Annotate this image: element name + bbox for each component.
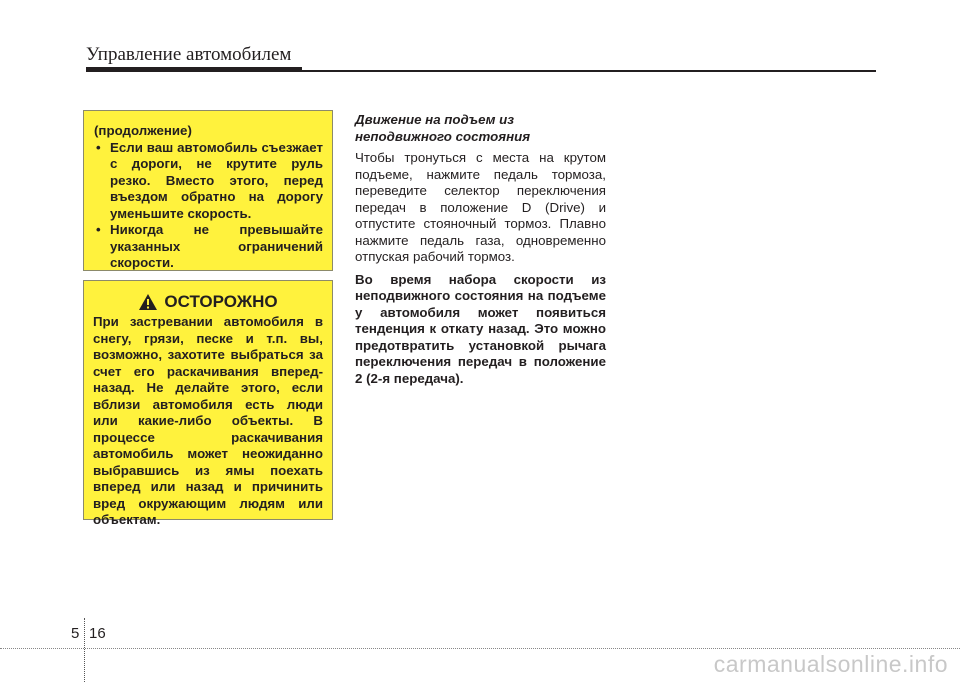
caution-item	[94, 140, 323, 223]
footer-divider-vertical	[84, 618, 85, 682]
continued-label: (продолжение)	[94, 123, 192, 138]
warning-box	[83, 280, 333, 527]
chapter-number: 5	[71, 625, 80, 642]
bullet-icon: •	[96, 139, 101, 155]
header-rule-thick	[86, 67, 302, 72]
paragraph-instructions: Чтобы тронуться с места на крутом подъеме, нажмите педаль тормоза, переведите селектор переключения передач в положение D (Drive) и отпустите стояночный тормоз. Плавно нажмите педаль газа, одновременно отпуская рабочий тормоз.	[355, 150, 606, 264]
caution-box	[83, 110, 333, 271]
warning-title: ОСТОРОЖНО	[164, 292, 278, 311]
subsection-heading: Движение на подъем из неподвижного состояния	[355, 112, 531, 144]
header-rule-thin	[302, 70, 876, 72]
caution-item	[94, 222, 323, 272]
caution-item-text: Никогда не превышайте указанных ограничений скорости.	[110, 222, 323, 270]
bullet-icon: •	[96, 222, 101, 237]
warning-triangle-icon	[138, 293, 158, 311]
warning-text: При застревании автомобиля в снегу, грязи, песке и т.п. вы, возможно, захотите выбраться за счет его раскачивания вперед-назад. Не делайте этого, если вблизи автомобиля есть люди или какие-либо объекты. В процессе раскачивания автомобиль может неожиданно выбравшись из ямы поехать вперед или назад и причинить вред окружающим людям или объектам.	[93, 314, 323, 527]
main-text-column	[355, 112, 606, 387]
section-title: Управление автомобилем	[86, 44, 292, 65]
page-number: 16	[89, 625, 106, 642]
caution-item-text: Если ваш автомобиль съезжает с дороги, не крутите руль резко. Вместо этого, перед въездом обратно на дорогу уменьшите скорость.	[110, 139, 323, 221]
watermark: carmanualsonline.info	[713, 651, 948, 677]
warning-header	[93, 292, 323, 312]
paragraph-note: Во время набора скорости из неподвижного состояния на подъеме у автомобиля может появиться тенденция к откату назад. Это можно предотвратить установкой рычага переключения передач в положение 2 (2-я передача).	[355, 271, 606, 386]
footer-divider-horizontal	[0, 648, 960, 649]
